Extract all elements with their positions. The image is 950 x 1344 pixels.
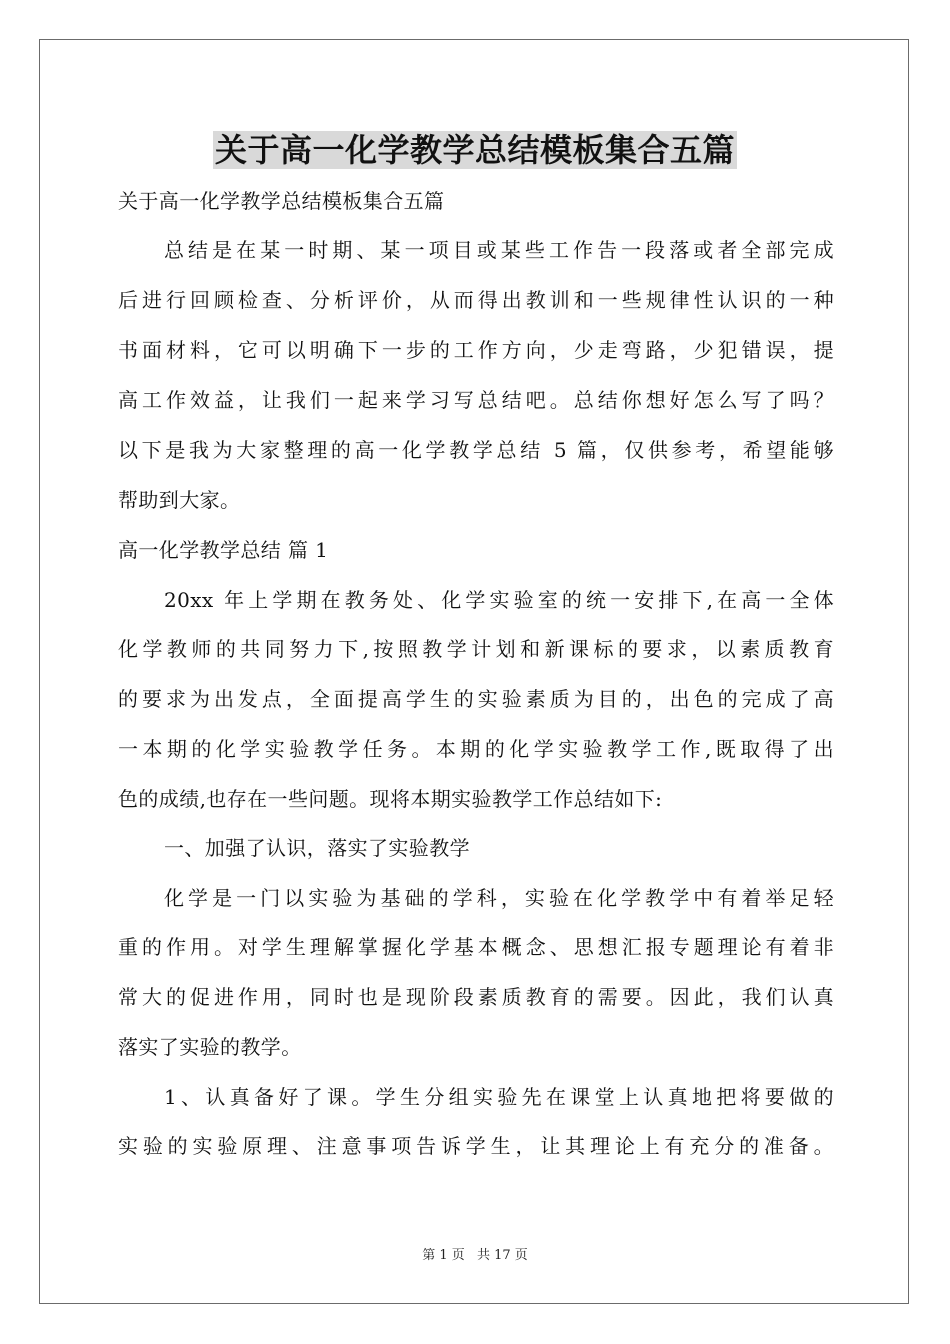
page-total: 共 17 页 xyxy=(476,1248,528,1263)
paragraph-line: 书面材料，它可以明确下一步的工作方向，少走弯路，少犯错误，提 xyxy=(118,338,834,362)
page-footer xyxy=(0,1246,950,1266)
paragraph-line: 的要求为出发点，全面提高学生的实验素质为目的，出色的完成了高 xyxy=(118,687,834,711)
paragraph-line: 重的作用。对学生理解掌握化学基本概念、思想汇报专题理论有着非 xyxy=(118,935,834,959)
page-border xyxy=(39,39,909,1304)
paragraph-line: 落实了实验的教学。 xyxy=(118,1035,302,1059)
paragraph-line: 总结是在某一时期、某一项目或某些工作告一段落或者全部完成 xyxy=(164,238,834,262)
paragraph-line: 色的成绩,也存在一些问题。现将本期实验教学工作总结如下: xyxy=(118,787,663,811)
paragraph-line: 以下是我为大家整理的高一化学教学总结 5 篇，仅供参考，希望能够 xyxy=(118,438,834,462)
paragraph-line: 高工作效益，让我们一起来学习写总结吧。总结你想好怎么写了吗？ xyxy=(118,388,834,412)
paragraph-line: 一本期的化学实验教学任务。本期的化学实验教学工作,既取得了出 xyxy=(118,737,834,761)
paragraph-line: 化学教师的共同努力下,按照教学计划和新课标的要求，以素质教育 xyxy=(118,637,834,661)
paragraph-line: 1、认真备好了课。学生分组实验先在课堂上认真地把将要做的 xyxy=(164,1085,834,1109)
paragraph-line: 后进行回顾检查、分析评价，从而得出教训和一些规律性认识的一种 xyxy=(118,288,834,312)
page-number: 第 1 页 xyxy=(422,1248,465,1263)
paragraph-line: 帮助到大家。 xyxy=(118,488,241,512)
paragraph-line: 20xx 年上学期在教务处、化学实验室的统一安排下,在高一全体 xyxy=(164,588,834,612)
paragraph-line: 常大的促进作用，同时也是现阶段素质教育的需要。因此，我们认真 xyxy=(118,985,834,1009)
document-title-text: 关于高一化学教学总结模板集合五篇 xyxy=(214,131,735,169)
section-heading: 高一化学教学总结 篇 1 xyxy=(118,538,329,562)
paragraph-line: 实验的实验原理、注意事项告诉学生，让其理论上有充分的准备。 xyxy=(118,1134,834,1158)
paragraph-line: 化学是一门以实验为基础的学科，实验在化学教学中有着举足轻 xyxy=(164,886,834,910)
document-subtitle: 关于高一化学教学总结模板集合五篇 xyxy=(118,189,445,213)
subsection-heading: 一、加强了认识，落实了实验教学 xyxy=(164,836,470,860)
document-title xyxy=(0,128,950,172)
